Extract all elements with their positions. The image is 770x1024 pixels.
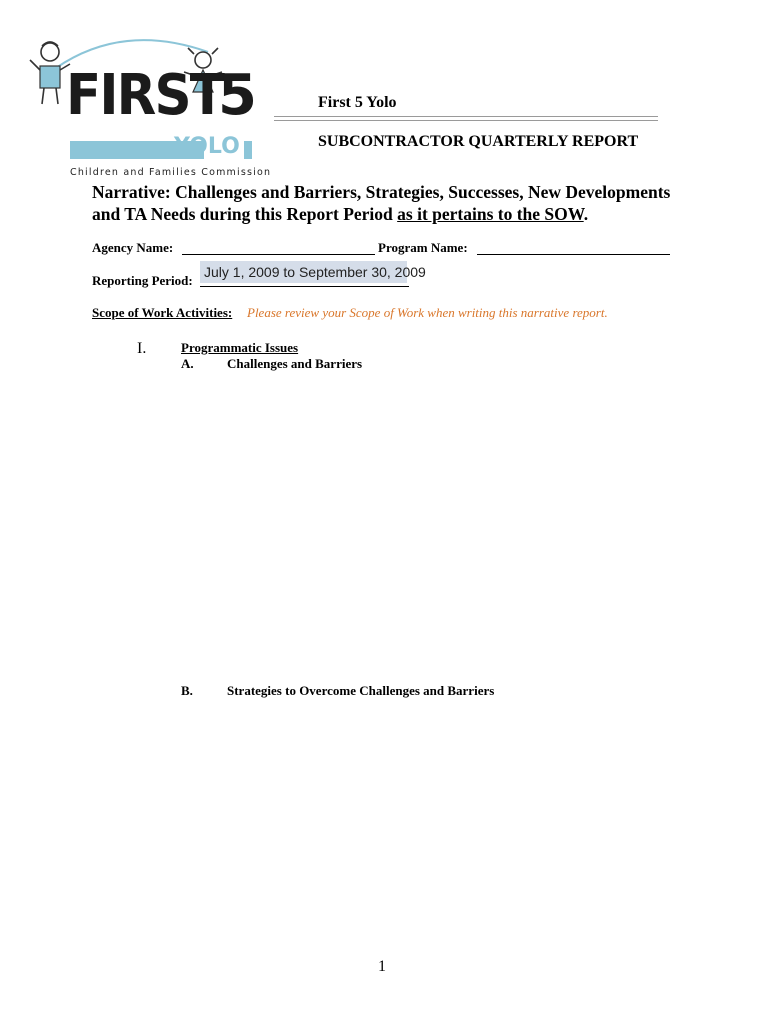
logo-accent-bar-end [244, 141, 252, 159]
header-divider-secondary [274, 120, 658, 121]
narrative-heading-text: Narrative: Challenges and Barriers, Strategies, Successes, New Developments and TA Needs during this Report Period [92, 182, 671, 224]
agency-name-field[interactable] [182, 254, 375, 255]
reporting-period-label: Reporting Period: [92, 273, 193, 288]
logo-tagline: Children and Families Commission [70, 167, 272, 178]
subsection-a-title: Challenges and Barriers [227, 356, 363, 371]
report-title: SUBCONTRACTOR QUARTERLY REPORT [318, 133, 639, 150]
organization-name: First 5 Yolo [318, 94, 397, 111]
narrative-heading-underlined: as it pertains to the SOW [397, 204, 584, 224]
subsection-b-title: Strategies to Overcome Challenges and Barriers [227, 683, 495, 698]
narrative-heading [92, 181, 692, 225]
section-number: I. [137, 340, 147, 357]
scope-of-work-label: Scope of Work Activities: [92, 305, 233, 320]
narrative-heading-end: . [583, 204, 589, 224]
program-name-label: Program Name: [378, 240, 468, 255]
logo-number-five: 5 [218, 63, 257, 128]
subsection-a-response-area[interactable] [181, 376, 661, 666]
first5-yolo-logo [28, 30, 272, 178]
page-number: 1 [378, 958, 386, 975]
subsection-a-letter: A. [181, 356, 194, 371]
reporting-period-underline [200, 286, 409, 287]
subsection-b-response-area[interactable] [181, 703, 661, 943]
agency-name-label: Agency Name: [92, 240, 174, 255]
program-name-field[interactable] [477, 254, 670, 255]
section-title: Programmatic Issues [181, 340, 299, 355]
reporting-period-field[interactable]: July 1, 2009 to September 30, 2009 [200, 261, 407, 283]
scope-of-work-instruction: Please review your Scope of Work when writing this narrative report. [247, 305, 608, 320]
header-divider [274, 116, 658, 117]
logo-county-name: YOLO [174, 134, 240, 159]
logo-wordmark-first: FIRST [66, 63, 224, 128]
subsection-b-letter: B. [181, 683, 193, 698]
